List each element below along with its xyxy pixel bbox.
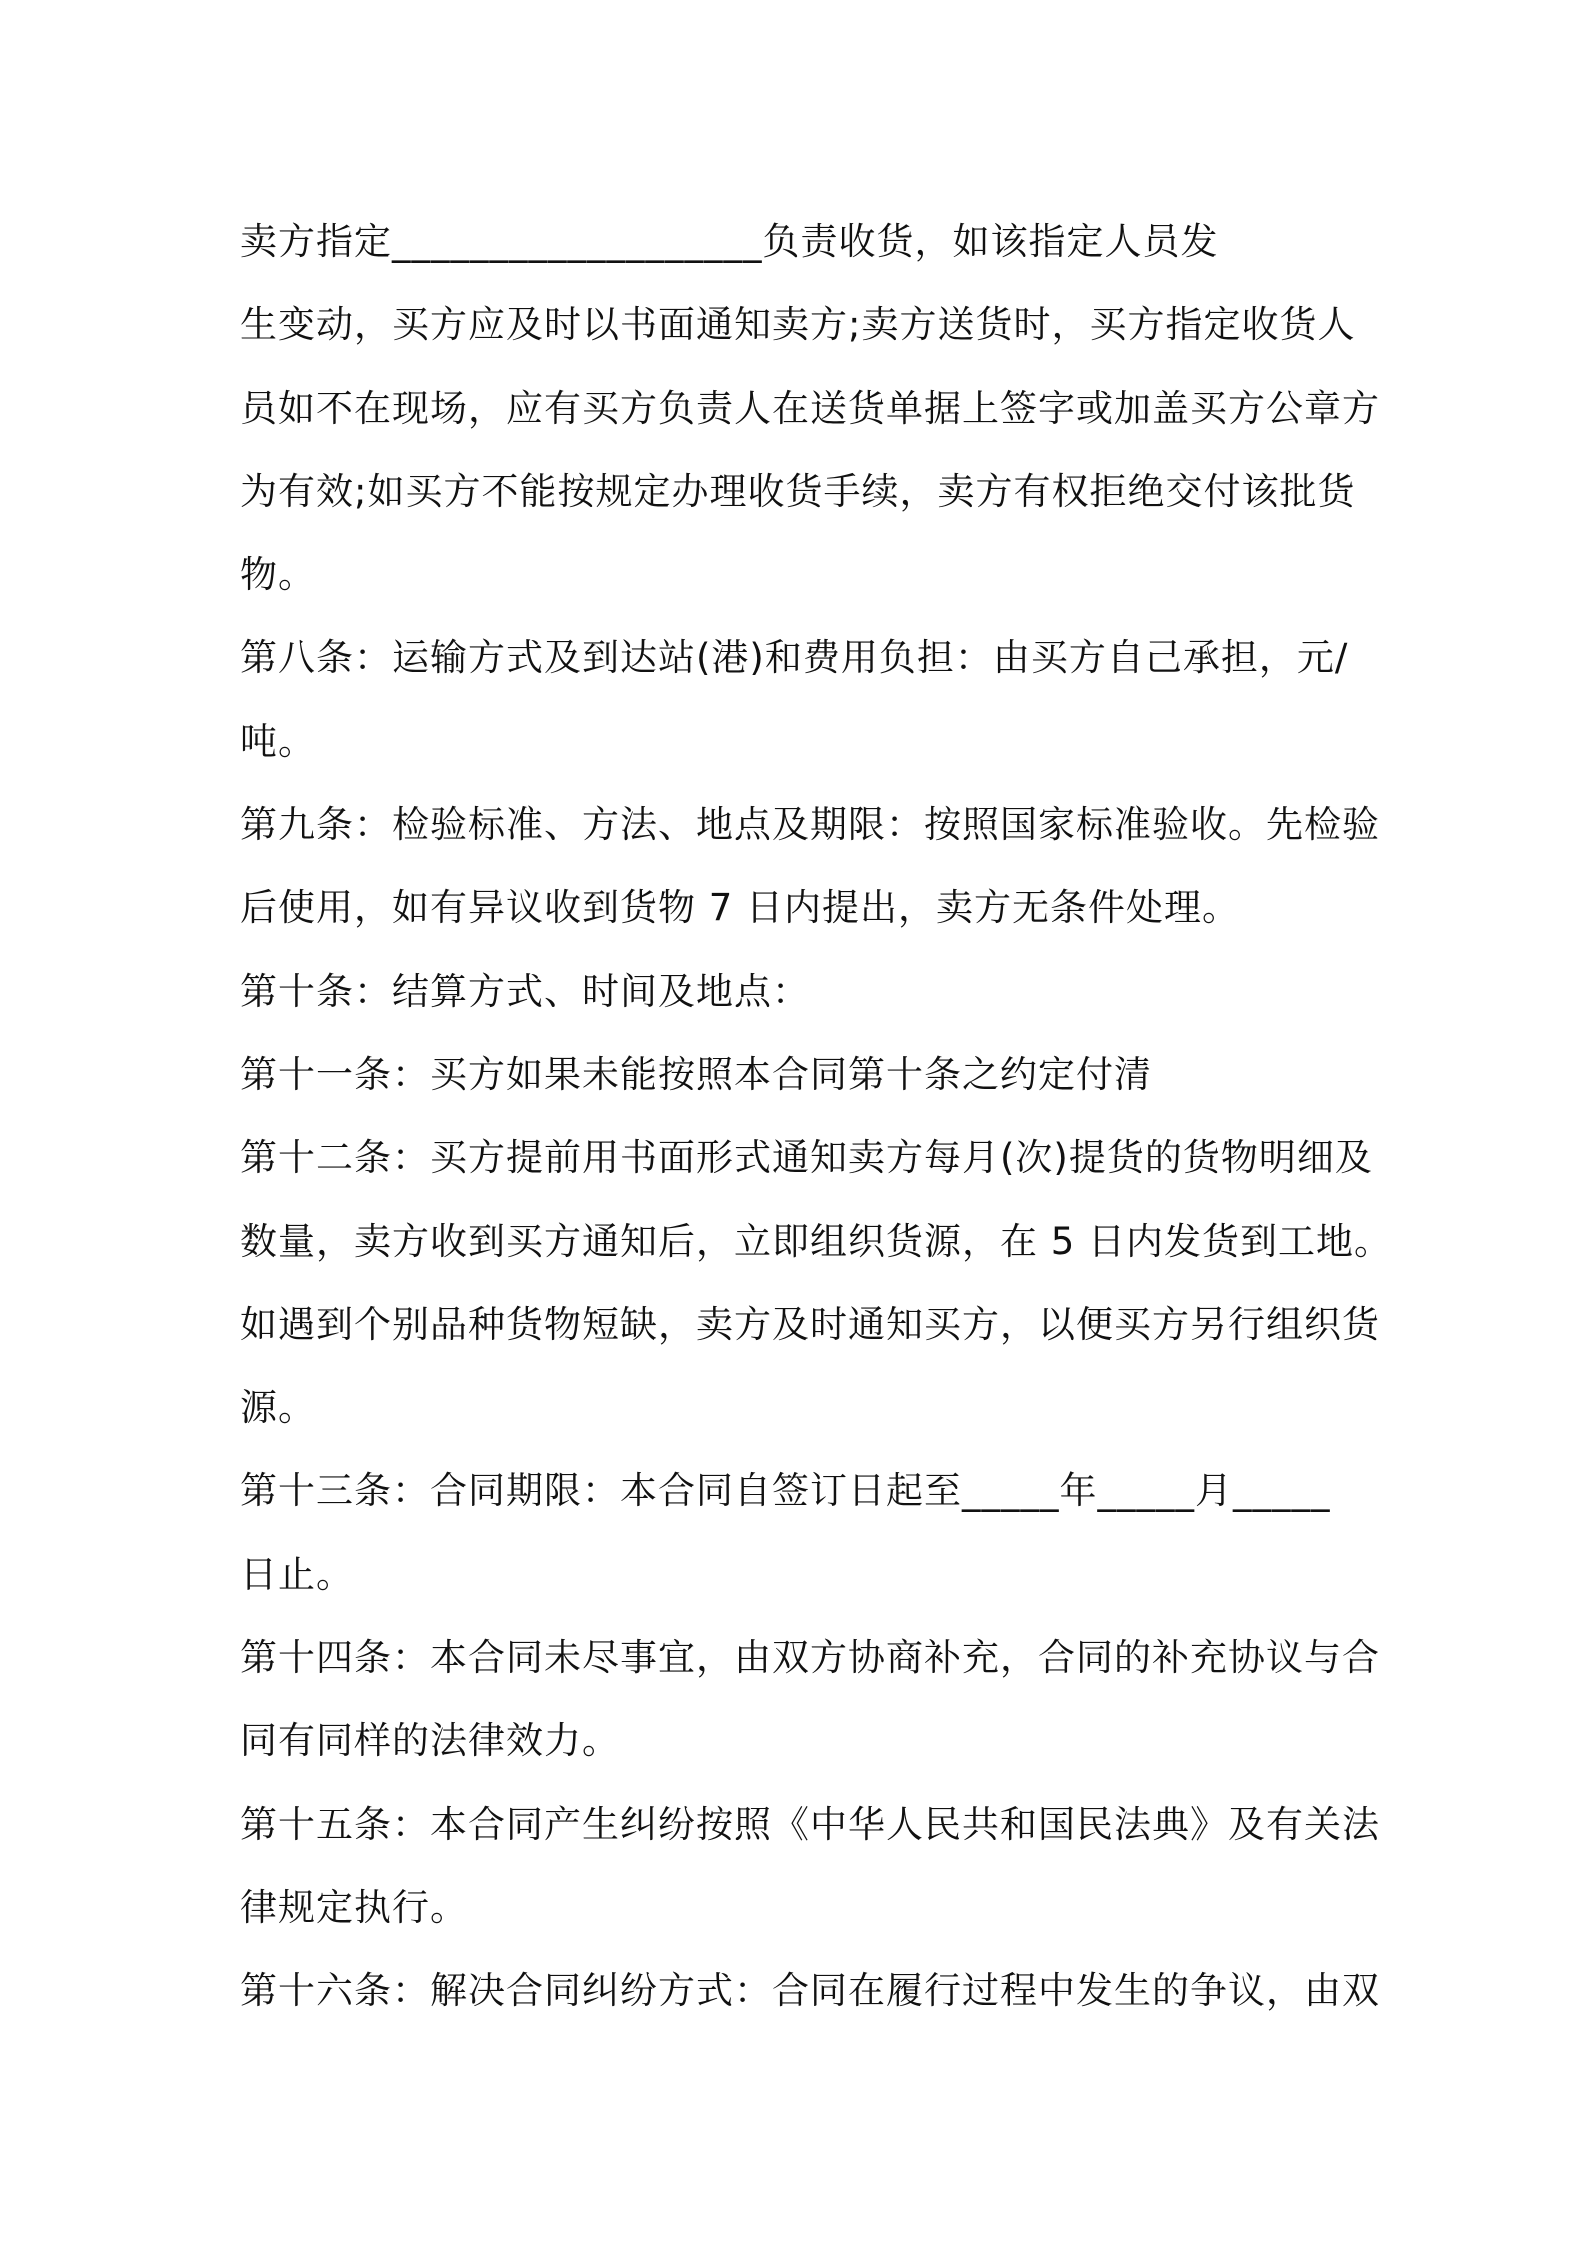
contract-body	[240, 200, 1393, 2033]
text-line: 为有效;如买方不能按规定办理收货手续，卖方有权拒绝交付该批货	[240, 469, 1356, 513]
text-line: 源。	[240, 1386, 316, 1430]
text-line: 同有同样的法律效力。	[240, 1719, 620, 1763]
text-line: 数量，卖方收到买方通知后，立即组织货源，在 5 日内发货到工地。	[240, 1219, 1393, 1263]
article-8-line: 第八条：运输方式及到达站(港)和费用负担：由买方自己承担，元/	[240, 636, 1349, 680]
text-line: 生变动，买方应及时以书面通知卖方;卖方送货时，买方指定收货人	[240, 303, 1356, 347]
text-line: 吨。	[240, 719, 316, 763]
article-9-line: 第九条：检验标准、方法、地点及期限：按照国家标准验收。先检验	[240, 803, 1380, 847]
article-14-line: 第十四条：本合同未尽事宜，由双方协商补充，合同的补充协议与合	[240, 1636, 1380, 1680]
text-line: 物。	[240, 553, 316, 597]
text-line: 后使用，如有异议收到货物 7 日内提出，卖方无条件处理。	[240, 886, 1241, 930]
text-line: 如遇到个别品种货物短缺，卖方及时通知买方，以便买方另行组织货	[240, 1302, 1380, 1346]
article-10-line: 第十条：结算方式、时间及地点：	[240, 969, 810, 1013]
text-line: 律规定执行。	[240, 1885, 468, 1929]
text-line: 日止。	[240, 1552, 354, 1596]
article-11-line: 第十一条：买方如果未能按照本合同第十条之约定付清	[240, 1052, 1152, 1096]
article-13-line: 第十三条：合同期限：本合同自签订日起至_____年_____月_____	[240, 1469, 1331, 1513]
text-line: 卖方指定___________________负责收货，如该指定人员发	[240, 220, 1219, 263]
text-line: 员如不在现场，应有买方负责人在送货单据上签字或加盖买方公章方	[240, 386, 1380, 430]
article-12-line: 第十二条：买方提前用书面形式通知卖方每月(次)提货的货物明细及	[240, 1136, 1373, 1180]
article-15-line: 第十五条：本合同产生纠纷按照《中华人民共和国民法典》及有关法	[240, 1802, 1380, 1846]
article-16-line: 第十六条：解决合同纠纷方式：合同在履行过程中发生的争议，由双	[240, 1969, 1380, 2013]
